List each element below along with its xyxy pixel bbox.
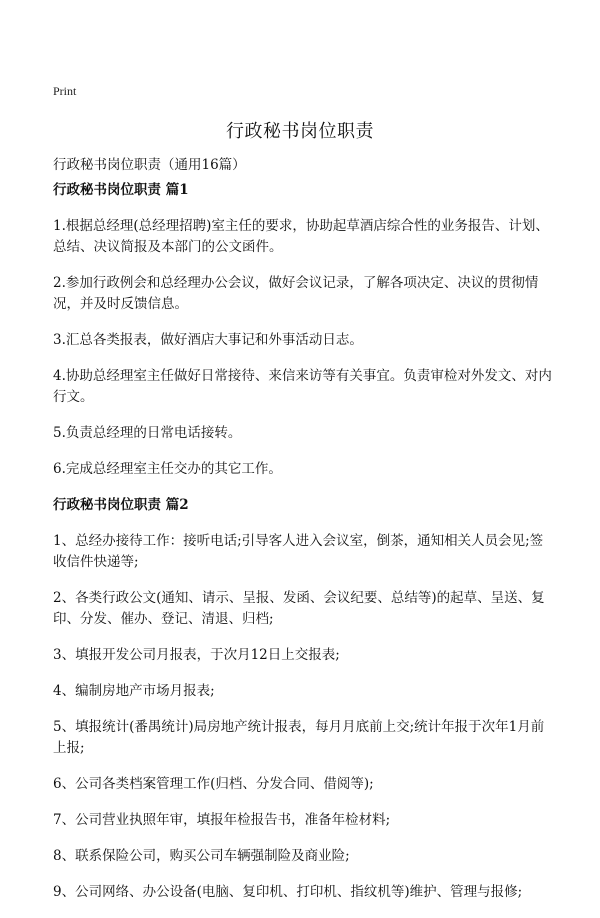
section-1 — [53, 180, 553, 480]
section-heading: 行政秘书岗位职责 篇2 — [53, 497, 189, 513]
paragraph: 1.根据总经理(总经理招聘)室主任的要求，协助起草酒店综合性的业务报告、计划、总结、决议简报及本部门的公文函件。 — [53, 218, 549, 255]
paragraph: 8、联系保险公司，购买公司车辆强制险及商业险; — [53, 848, 350, 864]
section-heading: 行政秘书岗位职责 篇1 — [53, 182, 189, 198]
paragraph: 4.协助总经理室主任做好日常接待、来信来访等有关事宜。负责审检对外发文、对内行文。 — [53, 368, 552, 405]
paragraph: 2.参加行政例会和总经理办公会议，做好会议记录，了解各项决定、决议的贯彻情况，并及时反馈信息。 — [53, 275, 539, 312]
paragraph: 3、填报开发公司月报表，于次月12日上交报表; — [53, 647, 340, 663]
paragraph: 3.汇总各类报表，做好酒店大事记和外事活动日志。 — [53, 332, 363, 348]
paragraph: 7、公司营业执照年审，填报年检报告书，准备年检材料; — [53, 812, 391, 828]
paragraph: 6、公司各类档案管理工作(归档、分发合同、借阅等); — [53, 776, 374, 792]
paragraph: 6.完成总经理室主任交办的其它工作。 — [53, 461, 282, 477]
paragraph: 5.负责总经理的日常电话接转。 — [53, 425, 242, 441]
paragraph: 9、公司网络、办公设备(电脑、复印机、打印机、指纹机等)维护、管理与报修; — [53, 884, 523, 900]
document-subtitle: 行政秘书岗位职责（通用16篇） — [53, 157, 246, 173]
document-content — [53, 180, 553, 918]
paragraph: 5、填报统计(番禺统计)局房地产统计报表，每月月底前上交;统计年报于次年1月前上报; — [53, 719, 545, 756]
page-title: 行政秘书岗位职责 — [226, 121, 374, 142]
paragraph: 4、编制房地产市场月报表; — [53, 683, 215, 699]
print-link[interactable]: Print — [53, 84, 77, 98]
paragraph: 2、各类行政公文(通知、请示、呈报、发函、会议纪要、总结等)的起草、呈送、复印、分发、催办、登记、清退、归档; — [53, 590, 545, 627]
section-2 — [53, 495, 553, 903]
paragraph: 1、总经办接待工作：接听电话;引导客人进入会议室，倒茶，通知相关人员会见;签收信件快递等; — [53, 533, 544, 570]
